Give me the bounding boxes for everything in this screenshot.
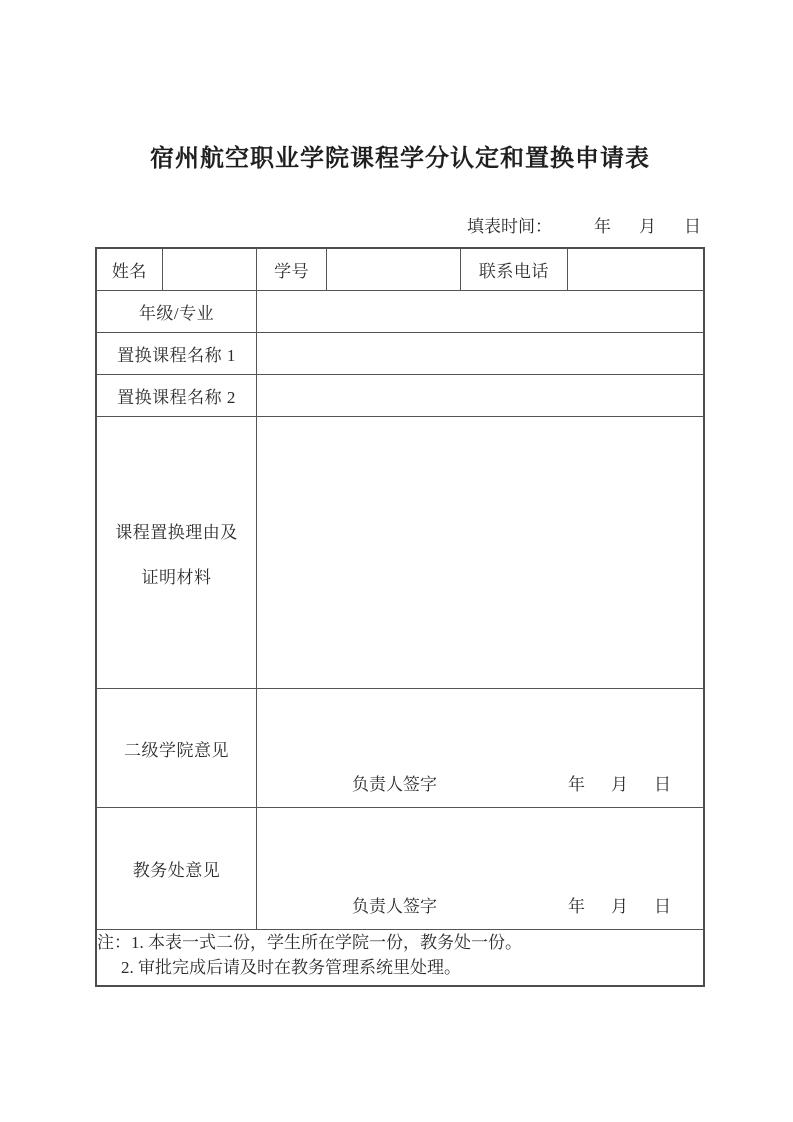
academic-office-sign-label: 负责人签字 (352, 897, 437, 916)
note-item-1: 1. 本表一式二份，学生所在学院一份，教务处一份。 (131, 933, 522, 952)
college-opinion-sign-row (257, 770, 703, 807)
name-label: 姓名 (96, 248, 162, 291)
fill-time-day-label: 日 (684, 217, 701, 236)
academic-office-opinion-row (96, 808, 704, 930)
fill-time-month-label: 月 (639, 217, 656, 236)
reason-label-line2: 证明材料 (141, 567, 212, 587)
note-line-1 (97, 930, 703, 955)
phone-field[interactable] (568, 248, 705, 291)
identity-row (96, 248, 704, 291)
college-sign-date-blanks (568, 770, 671, 795)
academic-office-sign-day-label: 日 (654, 897, 671, 916)
student-id-field[interactable] (327, 248, 460, 291)
fill-time-line (95, 215, 705, 239)
course1-row (96, 333, 704, 375)
academic-office-sign-year-label: 年 (568, 897, 585, 916)
grade-major-field[interactable] (257, 291, 705, 333)
course2-row (96, 375, 704, 417)
reason-row (96, 417, 704, 689)
college-opinion-row (96, 689, 704, 808)
course2-label: 置换课程名称 2 (96, 375, 257, 417)
college-sign-month-label: 月 (611, 775, 628, 794)
course1-label: 置换课程名称 1 (96, 333, 257, 375)
college-sign-day-label: 日 (654, 775, 671, 794)
phone-label: 联系电话 (460, 248, 567, 291)
fill-time-year-label: 年 (594, 217, 611, 236)
reason-label-line1: 课程置换理由及 (115, 522, 238, 542)
notes-row (96, 930, 704, 987)
notes-cell (96, 930, 704, 987)
reason-field[interactable] (257, 417, 705, 689)
fill-time-date-blanks (594, 215, 701, 239)
note-line-2 (121, 955, 703, 980)
application-form-table (95, 247, 705, 987)
academic-office-sign-month-label: 月 (611, 897, 628, 916)
academic-office-sign-row (257, 892, 703, 929)
fill-time-label: 填表时间： (467, 217, 552, 236)
form-title: 宿州航空职业学院课程学分认定和置换申请表 (150, 145, 650, 172)
academic-office-opinion-field[interactable] (257, 808, 705, 930)
grade-major-row (96, 291, 704, 333)
college-opinion-label: 二级学院意见 (96, 689, 257, 808)
name-field[interactable] (162, 248, 256, 291)
academic-office-opinion-label: 教务处意见 (96, 808, 257, 930)
college-opinion-field[interactable] (257, 689, 705, 808)
note-prefix: 注： (97, 933, 131, 952)
reason-label (96, 417, 257, 689)
grade-major-label: 年级/专业 (96, 291, 257, 333)
college-sign-label: 负责人签字 (352, 775, 437, 794)
academic-office-sign-date-blanks (568, 892, 671, 917)
course2-field[interactable] (257, 375, 705, 417)
note-item-2: 2. 审批完成后请及时在教务管理系统里处理。 (121, 958, 461, 977)
college-sign-year-label: 年 (568, 775, 585, 794)
student-id-label: 学号 (257, 248, 327, 291)
course1-field[interactable] (257, 333, 705, 375)
